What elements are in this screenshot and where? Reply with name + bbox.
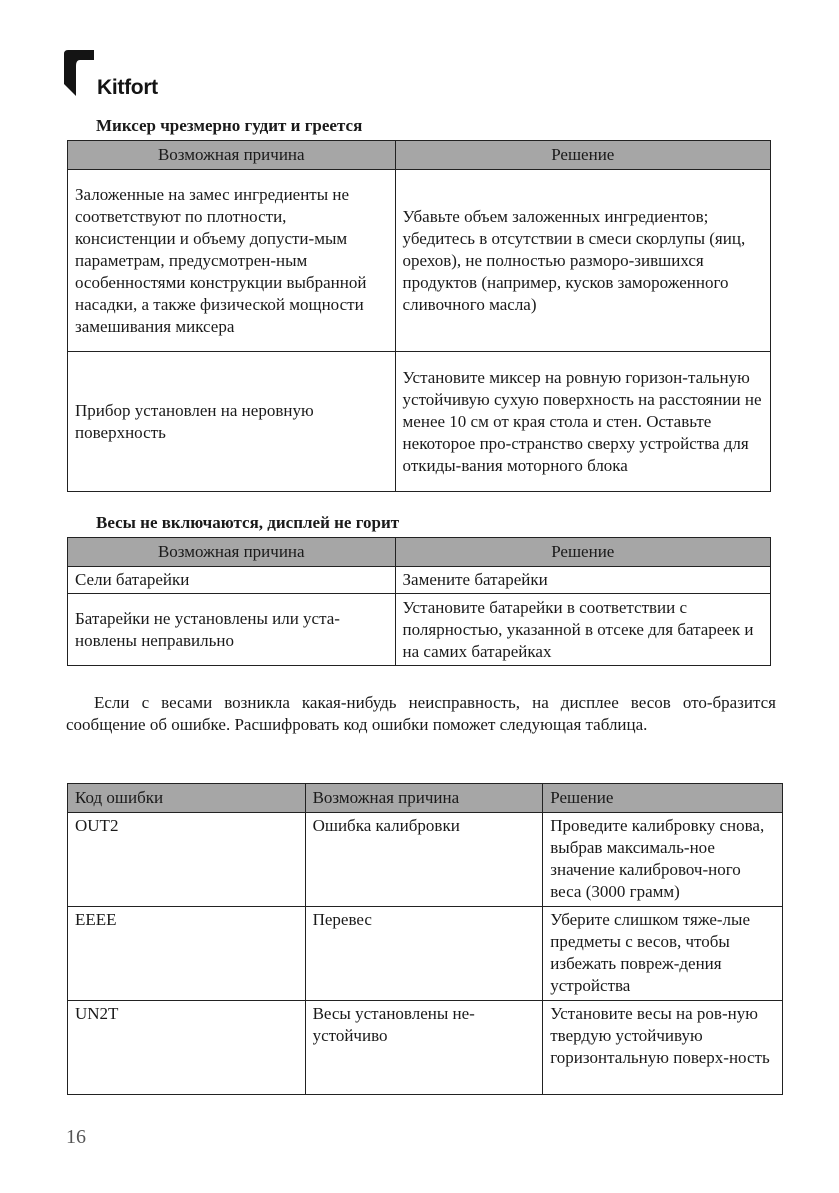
column-header: Решение [395,141,770,170]
section-title-mixer: Миксер чрезмерно гудит и греется [96,116,363,135]
brand-logo [64,50,174,98]
column-header: Возможная причина [305,784,543,813]
solution-cell: Установите миксер на ровную горизон-тальную устойчивую сухую поверхность на расстоянии не менее 10 см от края стола и стен. Оставьте некоторое про-странство сверху устройства для откиды-вания моторного блока [395,352,770,492]
solution-cell: Уберите слишком тяже-лые предметы с весов, чтобы избежать повреж-дения устройства [543,907,783,1001]
mixer-troubleshooting-table [67,140,771,492]
cause-cell: Прибор установлен на неровную поверхность [68,352,396,492]
brand-name: Kitfort [97,76,158,99]
solution-cell: Замените батарейки [395,567,770,594]
kitfort-logo-mark-icon [64,50,96,98]
error-code-cell: UN2T [68,1001,306,1095]
error-info-paragraph: Если с весами возникла какая-нибудь неисправность, на дисплее весов ото-бразится сообщение об ошибке. Расшифровать код ошибки поможет следующая таблица. [66,693,776,734]
table-row [68,594,771,666]
error-codes-table [67,783,783,1095]
column-header: Код ошибки [68,784,306,813]
solution-cell: Установите батарейки в соответствии с полярностью, указанной в отсеке для батареек и на самих батарейках [395,594,770,666]
solution-cell: Установите весы на ров-ную твердую устойчивую горизонтальную поверх-ность [543,1001,783,1095]
table-row [68,1001,783,1095]
table-header-row [68,141,771,170]
solution-cell: Убавьте объем заложенных ингредиентов; убедитесь в отсутствии в смеси скорлупы (яиц, орехов), не полностью разморо-зившихся продуктов (например, кусков замороженного сливочного масла) [395,170,770,352]
table-row [68,813,783,907]
cause-cell: Весы установлены не-устойчиво [305,1001,543,1095]
scales-troubleshooting-table [67,537,771,666]
error-code-cell: OUT2 [68,813,306,907]
table-header-row [68,538,771,567]
cause-cell: Батарейки не установлены или уста-новлены неправильно [68,594,396,666]
solution-cell: Проведите калибровку снова, выбрав максималь-ное значение калибровоч-ного веса (3000 грамм) [543,813,783,907]
section-title-scales: Весы не включаются, дисплей не горит [96,513,400,532]
table-row [68,170,771,352]
column-header: Возможная причина [68,538,396,567]
table-header-row [68,784,783,813]
error-code-cell: EEEE [68,907,306,1001]
cause-cell: Заложенные на замес ингредиенты не соответствуют по плотности, консистенции и объему допусти-мым параметрам, предусмотрен-ным особенностями конструкции выбранной насадки, а также физической мощности замешивания миксера [68,170,396,352]
table-row [68,352,771,492]
column-header: Решение [395,538,770,567]
table-row [68,567,771,594]
table-row [68,907,783,1001]
column-header: Возможная причина [68,141,396,170]
column-header: Решение [543,784,783,813]
cause-cell: Ошибка калибровки [305,813,543,907]
cause-cell: Сели батарейки [68,567,396,594]
page-number: 16 [66,1126,86,1148]
cause-cell: Перевес [305,907,543,1001]
